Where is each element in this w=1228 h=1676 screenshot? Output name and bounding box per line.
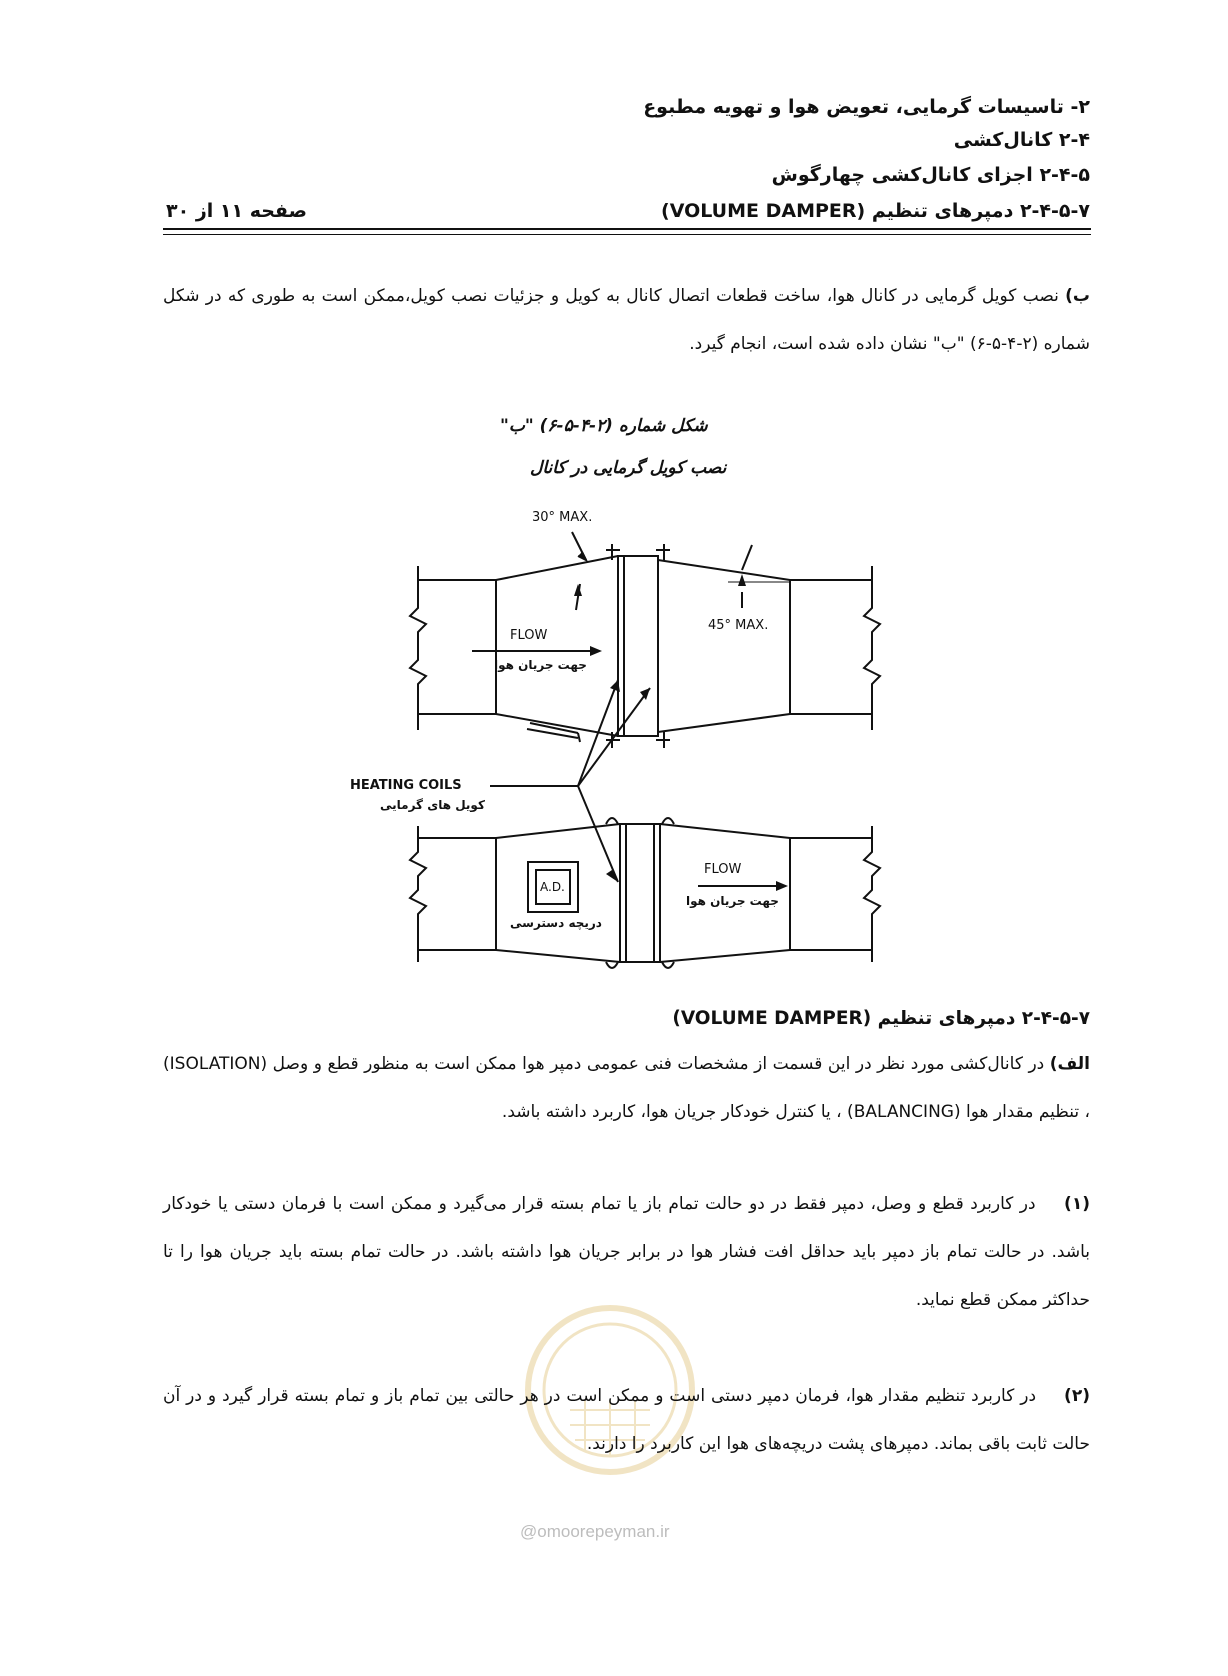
flow-label-top-fa: جهت جریان هوا — [494, 658, 587, 672]
angle-30-label: 30° MAX. — [532, 510, 593, 525]
flow-label-bottom-fa: جهت جریان هوا — [686, 894, 779, 908]
paragraph-label: (۱) — [1064, 1194, 1090, 1214]
paragraph-alef — [163, 1040, 1090, 1136]
access-door-label-fa: دریچه دسترسی — [510, 916, 602, 930]
paragraph-b — [163, 272, 1090, 368]
figure-caption-title: نصب کویل گرمایی در کانال — [530, 458, 727, 478]
flow-label-bottom: FLOW — [704, 862, 742, 877]
bottom-coil-section — [606, 818, 674, 968]
bottom-right-duct — [790, 826, 880, 962]
header-rule-thin — [163, 234, 1091, 235]
header-rule — [163, 228, 1091, 230]
top-left-transition — [496, 556, 618, 742]
paragraph-label: الف) — [1049, 1054, 1091, 1074]
paragraph-label: (۲) — [1064, 1386, 1090, 1406]
access-door-label: A.D. — [540, 880, 565, 894]
figure-caption-number: شکل شماره (۲-۴-۵-۶) "ب" — [500, 416, 708, 436]
watermark-site: @omoorepeyman.ir — [520, 1522, 670, 1541]
paragraph-label: ب) — [1065, 286, 1090, 306]
angle-45-label: 45° MAX. — [708, 618, 769, 633]
bottom-right-transition — [660, 824, 790, 962]
heating-coils-label: HEATING COILS — [350, 778, 462, 793]
section-title: ۲-۴-۵-۷ دمپرهای تنظیم (VOLUME DAMPER) — [672, 1008, 1090, 1029]
header-line-4: ۲-۴-۵-۷ دمپرهای تنظیم (VOLUME DAMPER) — [661, 200, 1090, 222]
top-right-transition — [658, 560, 790, 732]
heating-coils-label-fa: کویل های گرمایی — [380, 798, 485, 812]
header-line-3: ۲-۴-۵ اجزای کانال‌کشی چهارگوش — [771, 164, 1090, 186]
paragraph-text: در کاربرد تنظیم مقدار هوا، فرمان دمپر دستی است و ممکن است در هر حالتی بین تمام باز و تمام بسته قرار گیرد و در آن حالت ثابت باقی بماند. دمپرهای پشت دریچه‌های هوا این کاربرد را دارند. — [163, 1386, 1090, 1454]
angle-30-arrow — [576, 584, 580, 610]
angle-45-leader — [742, 545, 752, 570]
header-line-2: ۲-۴ کانال‌کشی — [953, 129, 1090, 151]
paragraph-text: نصب کویل گرمایی در کانال هوا، ساخت قطعات اتصال کانال به کویل و جزئیات نصب کویل،ممکن است به طوری که در شکل شماره (۲-۴-۵-۶) "ب" نشان داده شده است، انجام گیرد. — [163, 286, 1090, 354]
paragraph-text: در کانال‌کشی مورد نظر در این قسمت از مشخصات فنی عمومی دمپر هوا ممکن است به منظور قطع و وصل (ISOLATION) ، تنظیم مقدار هوا (BALANCING) ، یا کنترل خودکار جریان هوا، کاربرد داشته باشد. — [163, 1054, 1090, 1122]
angle-30-leader — [572, 532, 586, 560]
bottom-left-duct — [410, 826, 496, 962]
top-coil-section — [606, 544, 670, 748]
header-line-1: ۲- تاسیسات گرمایی، تعویض هوا و تهویه مطبوع — [643, 96, 1090, 118]
flow-label-top: FLOW — [510, 628, 548, 643]
top-right-duct — [790, 566, 880, 730]
paragraph-text: در کاربرد قطع و وصل، دمپر فقط در دو حالت تمام باز یا تمام بسته قرار می‌گیرد و ممکن است با فرمان دستی یا خودکار باشد. در حالت تمام باز دمپر باید حداقل افت فشار هوا در برابر جریان هوا داشته باشد. در حالت تمام بسته باید جریان هوا را تا حداکثر ممکن قطع نماید. — [163, 1194, 1090, 1310]
top-left-duct — [410, 566, 496, 730]
paragraph-2 — [163, 1372, 1090, 1468]
page-number: صفحه ۱۱ از ۳۰ — [166, 200, 307, 222]
